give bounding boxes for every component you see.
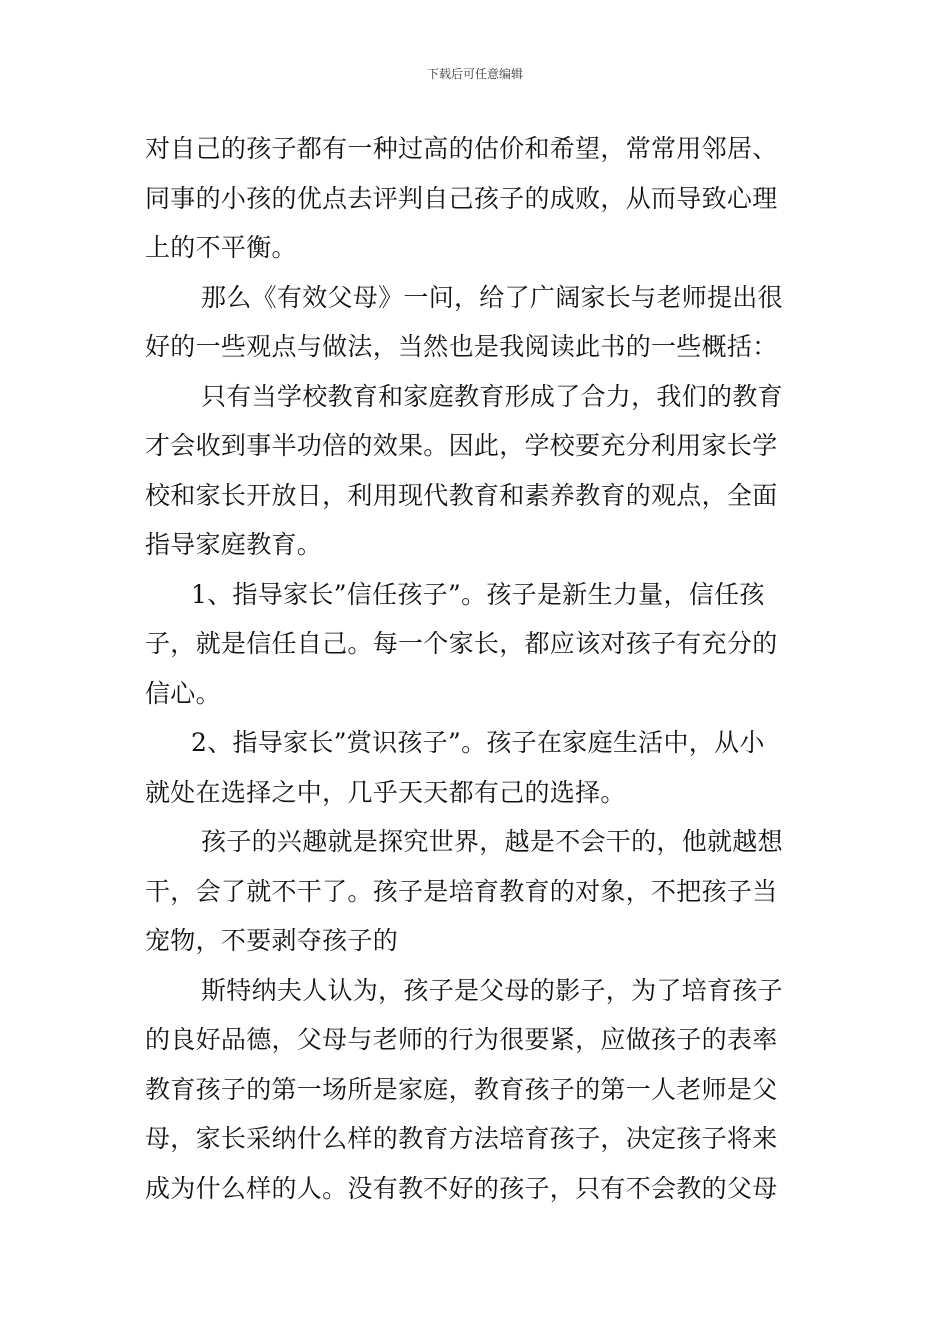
text-line: 就处在选择之中，几乎天天都有己的选择。 [145,777,626,807]
text-line: 指导家庭教育。 [145,530,323,559]
text-line: 同事的小孩的优点去评判自己孩子的成败，从而导致心理 [145,183,778,213]
paragraph-start-line: 斯特纳夫人认为，孩子是父母的影子，为了培育孩子 [201,975,783,1005]
body-text [145,124,807,1213]
text-line: 对自己的孩子都有一种过高的估价和希望，常常用邻居、 [145,134,778,163]
text-line: 干，会了就不干了。孩子是培育教育的对象，不把孩子当 [145,876,778,906]
text-line: 校和家长开放日，利用现代教育和素养教育的观点，全面 [145,480,778,510]
numbered-item-line: 2、指导家长”赏识孩子”。孩子在家庭生活中，从小 [191,728,765,757]
paragraph-start-line: 孩子的兴趣就是探究世界，越是不会干的，他就越想 [201,827,783,856]
paragraph-start-line: 只有当学校教育和家庭教育形成了合力，我们的教育 [201,381,783,411]
text-line: 教育孩子的第一场所是家庭，教育孩子的第一人老师是父 [145,1074,778,1104]
text-line: 成为什么样的人。没有教不好的孩子，只有不会教的父母 [145,1173,778,1203]
text-line: 才会收到事半功倍的效果。因此，学校要充分利用家长学 [145,431,778,460]
numbered-item-line: 1、指导家长”信任孩子”。孩子是新生力量，信任孩 [191,579,765,609]
text-line: 的良好品德，父母与老师的行为很要紧，应做孩子的表率 [145,1025,778,1054]
page-header: 下载后可任意编辑 [426,67,523,81]
text-line: 母，家长采纳什么样的教育方法培育孩子，决定孩子将来 [145,1124,778,1153]
text-line: 上的不平衡。 [145,233,297,262]
text-line: 宠物，不要剥夺孩子的 [145,926,399,955]
text-line: 信心。 [145,678,221,708]
text-line: 好的一些观点与做法，当然也是我阅读此书的一些概括： [145,332,778,361]
paragraph-start-line: 那么《有效父母》一问，给了广阔家长与老师提出很 [201,282,783,312]
text-line: 子，就是信任自己。每一个家长，都应该对孩子有充分的 [145,629,778,658]
